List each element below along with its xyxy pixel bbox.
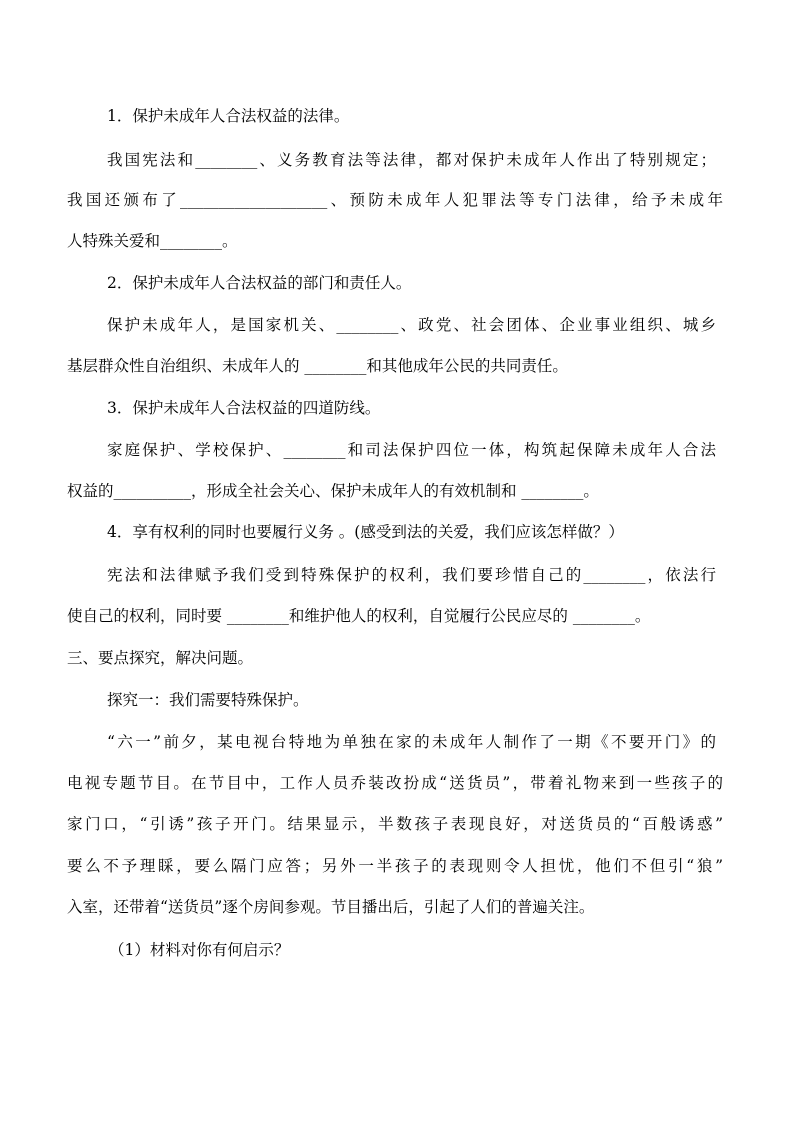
material-line-2: 电视专题节目。在节目中，工作人员乔装改扮成“送货员”，带着礼物来到一些孩子的	[67, 774, 723, 792]
responsibility-paragraph-line-2: 基层群众性自治组织、未成年人的 ________和其他成年公民的共同责任。	[67, 357, 568, 375]
rights-paragraph-line-2: 使自己的权利，同时要 ________和维护他人的权利，自觉履行公民应尽的 ________。	[67, 607, 651, 625]
defense-lines-heading: 3．保护未成年人合法权益的四道防线。	[107, 399, 381, 417]
material-line-4: 要么不予理睬，要么隔门应答；另外一半孩子的表现则令人担忧，他们不但引“狼”	[67, 857, 723, 875]
material-line-3: 家门口，“引诱”孩子开门。结果显示，半数孩子表现良好，对送货员的“百般诱惑”	[67, 815, 723, 833]
rights-duties-heading: 4．享有权利的同时也要履行义务 。(感受到法的关爱，我们应该怎样做？）	[107, 523, 624, 541]
rights-paragraph-line-1: 宪法和法律赋予我们受到特殊保护的权利，我们要珍惜自己的________，依法行	[107, 566, 716, 584]
responsibility-paragraph-line-1: 保护未成年人，是国家机关、________、政党、社会团体、企业事业组织、城乡	[107, 316, 716, 334]
defense-paragraph-line-1: 家庭保护、学校保护、________和司法保护四位一体，构筑起保障未成年人合法	[107, 441, 716, 459]
law-heading: 1．保护未成年人合法权益的法律。	[107, 107, 350, 125]
material-line-5: 入室，还带着“送货员”逐个房间参观。节目播出后，引起了人们的普遍关注。	[67, 898, 595, 916]
law-paragraph-line-3: 人特殊关爱和________。	[67, 232, 238, 250]
question-one: （1）材料对你有何启示？	[109, 941, 290, 959]
material-line-1: “六一”前夕，某电视台特地为单独在家的未成年人制作了一期《不要开门》的	[107, 733, 716, 751]
section-three-heading: 三、要点探究，解决问题。	[67, 649, 254, 667]
exploration-one-heading: 探究一：我们需要特殊保护。	[107, 691, 309, 709]
law-paragraph-line-1: 我国宪法和________、义务教育法等法律，都对保护未成年人作出了特别规定；	[107, 151, 716, 169]
responsibility-heading: 2．保护未成年人合法权益的部门和责任人。	[107, 274, 412, 292]
law-paragraph-line-2: 我国还颁布了___________________、预防未成年人犯罪法等专门法律，给予未成年	[67, 191, 723, 209]
defense-paragraph-line-2: 权益的__________，形成全社会关心、保护未成年人的有效机制和 ________。	[67, 482, 599, 500]
